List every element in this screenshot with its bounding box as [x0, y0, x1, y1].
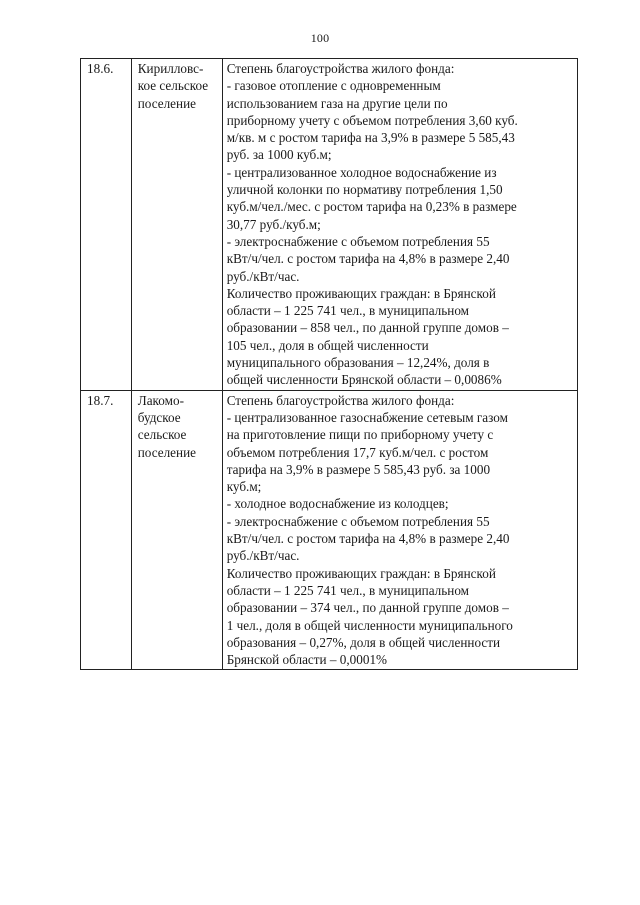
housing-description — [222, 59, 577, 391]
description-line: кВт/ч/чел. с ростом тарифа на 4,8% в размере 2,40 — [226, 251, 510, 267]
description-line: - централизованное холодное водоснабжение из — [226, 164, 497, 180]
description-line: муниципального образования – 12,24%, доля в — [226, 355, 490, 371]
description-line: Количество проживающих граждан: в Брянской — [226, 285, 496, 301]
description-line: объемом потребления 17,7 куб.м/чел. с ростом — [226, 444, 489, 460]
table-row — [81, 59, 578, 391]
description-line: Брянской области – 0,0001% — [226, 652, 388, 668]
page-number: 100 — [310, 31, 330, 45]
settlement-name — [131, 59, 222, 391]
description-line: 1 чел., доля в общей численности муниципального — [226, 617, 513, 633]
settlement-name-line: поселение — [137, 444, 196, 460]
description-line: Степень благоустройства жилого фонда: — [226, 61, 455, 76]
settlement-name-line: Кирилловс- — [137, 61, 204, 76]
settlement-name-line: сельское — [137, 427, 187, 443]
description-line: - газовое отопление с одновременным — [226, 78, 441, 94]
settlement-name-line: Лакомо- — [137, 392, 184, 408]
description-line: образовании – 374 чел., по данной группе домов – — [226, 600, 509, 616]
description-line: использованием газа на другие цели по — [226, 95, 448, 111]
description-line: куб.м; — [226, 479, 262, 495]
row-number: 18.6. — [81, 59, 132, 391]
description-line: - электроснабжение с объемом потребления 55 — [226, 513, 490, 529]
description-line: руб./кВт/час. — [226, 548, 300, 564]
description-line: приборному учету с объемом потребления 3,60 куб. — [226, 112, 518, 128]
description-line: 105 чел., доля в общей численности — [226, 337, 429, 353]
description-line: м/кв. м с ростом тарифа на 3,9% в размере 5 585,43 — [226, 130, 515, 146]
description-line: руб./кВт/час. — [226, 268, 300, 284]
description-line: - электроснабжение с объемом потребления 55 — [226, 233, 490, 249]
description-line: общей численности Брянской области – 0,0086% — [226, 372, 502, 388]
row-number: 18.7. — [81, 390, 132, 670]
description-line: - холодное водоснабжение из колодцев; — [226, 496, 449, 512]
table-row — [81, 390, 578, 670]
settlement-name-line: будское — [137, 409, 181, 425]
description-line: Количество проживающих граждан: в Брянской — [226, 565, 496, 581]
description-line: - централизованное газоснабжение сетевым газом — [226, 409, 508, 425]
description-line: 30,77 руб./куб.м; — [226, 216, 321, 232]
description-line: тарифа на 3,9% в размере 5 585,43 руб. за 1000 — [226, 461, 491, 477]
description-line: куб.м/чел./мес. с ростом тарифа на 0,23% в размере — [226, 199, 517, 215]
description-line: Степень благоустройства жилого фонда: — [226, 392, 455, 408]
description-line: образовании – 858 чел., по данной группе домов – — [226, 320, 509, 336]
description-line: кВт/ч/чел. с ростом тарифа на 4,8% в размере 2,40 — [226, 531, 510, 547]
description-line: руб. за 1000 куб.м; — [226, 147, 332, 163]
tariff-table — [80, 58, 578, 670]
description-line: уличной колонки по нормативу потребления 1,50 — [226, 182, 503, 198]
housing-description — [222, 390, 577, 670]
description-line: на приготовление пищи по приборному учету с — [226, 427, 494, 443]
settlement-name-line: кое сельское — [137, 78, 209, 94]
description-line: образования – 0,27%, доля в общей численности — [226, 634, 501, 650]
description-line: области – 1 225 741 чел., в муниципальном — [226, 582, 470, 598]
settlement-name — [131, 390, 222, 670]
description-line: области – 1 225 741 чел., в муниципальном — [226, 303, 470, 319]
settlement-name-line: поселение — [137, 95, 196, 111]
